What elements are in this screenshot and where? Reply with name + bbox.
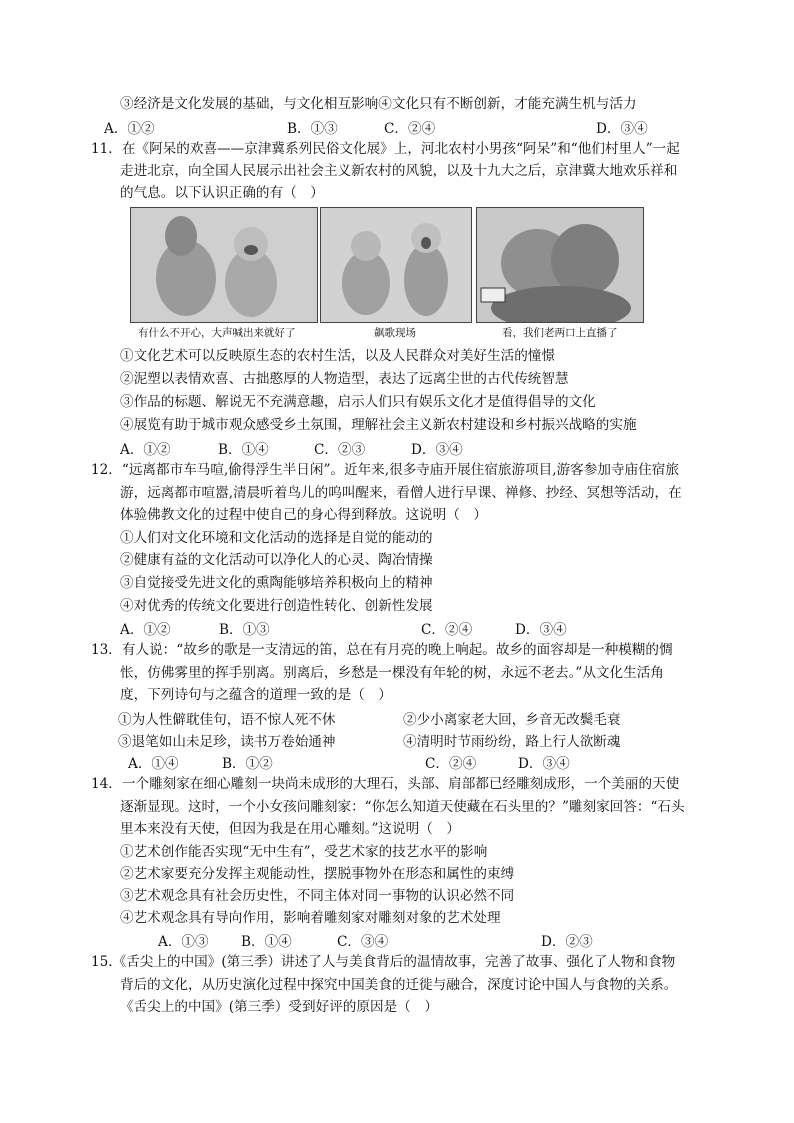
q13-item-1: ①为人性僻耽佳句，语不惊人死不休 [118, 712, 336, 728]
q13-item-3: ③退笔如山未足珍，读书万卷始通神 [118, 734, 336, 750]
q12-option-c: C．②④ [421, 622, 473, 638]
q11-option-c: C．②③ [314, 442, 366, 458]
q13-option-b: B．①② [222, 756, 273, 772]
q11-item-2: ②泥塑以表情欢喜、古拙憨厚的人物造型，表达了远离尘世的古代传统智慧 [120, 371, 569, 387]
q13-stem-3: 度，下列诗句与之蕴含的道理一致的是（ ） [120, 687, 392, 703]
q14-item-4: ④艺术观念具有导向作用，影响着雕刻家对雕刻对象的艺术处理 [120, 910, 501, 926]
q10-item-line: ③经济是文化发展的基础，与文化相互影响④文化只有不断创新，才能充满生机与活力 [120, 96, 637, 112]
q10-option-d: D．③④ [596, 121, 648, 137]
q15-stem-3: 《舌尖上的中国》(第三季）受到好评的原因是（ ） [120, 999, 438, 1015]
q12-item-1: ①人们对文化环境和文化活动的选择是自觉的能动的 [120, 530, 433, 546]
q11-photo-strip [130, 207, 642, 343]
q14-option-b: B．①④ [241, 934, 292, 950]
q11-item-1: ①文化艺术可以反映原生态的农村生活，以及人民群众对美好生活的憧憬 [120, 348, 555, 364]
q12-stem-2: 游，远离都市喧嚣,清晨听着鸟儿的呜叫醒来，看僧人进行早课、禅修、抄经、冥想等活动，在 [120, 485, 682, 501]
q13-option-a: A．①④ [128, 756, 179, 772]
photo-clay-figures-shouting [130, 207, 318, 323]
q10-option-c: C．②④ [384, 121, 436, 137]
q11-item-3: ③作品的标题、解说无不充满意趣，启示人们只有娱乐文化才是值得倡导的文化 [120, 394, 596, 410]
q14-option-c: C．③④ [337, 934, 389, 950]
q12-stem-3: 体验佛教文化的过程中使自己的身心得到释放。这说明（ ） [120, 507, 488, 523]
q10-option-b: B．①③ [287, 121, 338, 137]
q12-item-2: ②健康有益的文化活动可以净化人的心灵、陶冶情操 [120, 552, 433, 568]
photo-clay-old-couple [476, 207, 644, 323]
q14-item-2: ②艺术家要充分发挥主观能动性，摆脱事物外在形态和属性的束缚 [120, 866, 515, 882]
caption-2: 飙歌现场 [374, 327, 416, 339]
q11-stem-3: 的气息。以下认识正确的有（ ） [120, 185, 324, 201]
q14-stem-1: 14．一个雕刻家在细心雕刻一块尚未成形的大理石，头部、肩部都已经雕刻成形，一个美丽的天使 [91, 776, 680, 792]
q12-option-b: B．①③ [219, 622, 270, 638]
q11-option-b: B．①④ [218, 442, 269, 458]
q13-item-4: ④清明时节雨纷纷，路上行人欲断魂 [403, 734, 621, 750]
q14-item-3: ③艺术观念具有社会历史性，不同主体对同一事物的认识必然不同 [120, 888, 515, 904]
q10-option-a: A．①② [104, 121, 155, 137]
q15-stem-1: 15.《舌尖上的中国》(第三季）讲述了人与美食背后的温情故事，完善了故事、强化了人物和食物 [91, 954, 676, 970]
q13-item-2: ②少小离家老大回，乡音无改鬓毛衰 [403, 712, 621, 728]
q12-option-d: D．③④ [515, 622, 567, 638]
caption-3: 看，我们老两口上直播了 [502, 327, 618, 339]
photo-clay-figures-singing [320, 207, 472, 323]
q11-option-d: D．③④ [411, 442, 463, 458]
q14-stem-3: 里本来没有天使，但因为我是在用心雕刻。”这说明（ ） [120, 821, 460, 837]
q14-item-1: ①艺术创作能否实现“无中生有”，受艺术家的技艺水平的影响 [120, 844, 488, 860]
q11-stem-1: 11．在《阿呆的欢喜——京津冀系列民俗文化展》上，河北农村小男孩“阿呆”和“他们村里人”一起 [91, 141, 680, 157]
q13-option-d: D．③④ [518, 756, 570, 772]
q14-option-d: D．②③ [541, 934, 593, 950]
q12-option-a: A．①② [120, 622, 171, 638]
caption-1: 有什么不开心，大声喊出来就好了 [138, 327, 296, 339]
q11-option-a: A．①② [120, 442, 171, 458]
q12-item-4: ④对优秀的传统文化要进行创造性转化、创新性发展 [120, 598, 433, 614]
q12-stem-1: 12．“远离都市车马喧,偷得浮生半日闲”。近年来,很多寺庙开展住宿旅游项目,游客参加寺庙住宿旅 [91, 462, 679, 478]
q13-stem-1: 13．有人说：“故乡的歌是一支清远的笛，总在有月亮的晚上响起。故乡的面容却是一种模糊的惆 [91, 642, 673, 658]
q13-option-c: C．②④ [425, 756, 477, 772]
q14-stem-2: 逐渐显现。这时，一个小女孩问雕刻家：“你怎么知道天使藏在石头里的？”雕刻家回答：“石头 [120, 799, 685, 815]
q13-stem-2: 怅，仿佛雾里的挥手别离。别离后，乡愁是一棵没有年轮的树，永远不老去。”从文化生活角 [120, 665, 664, 681]
q11-stem-2: 走进北京，向全国人民展示出社会主义新农村的风貌，以及十九大之后，京津冀大地欢乐祥和 [120, 163, 678, 179]
q12-item-3: ③自觉接受先进文化的熏陶能够培养积极向上的精神 [120, 575, 433, 591]
q14-option-a: A．①③ [158, 934, 209, 950]
q11-item-4: ④展览有助于城市观众感受乡土氛围，理解社会主义新农村建设和乡村振兴战略的实施 [120, 417, 637, 433]
q15-stem-2: 背后的文化，从历史演化过程中探究中国美食的迁徙与融合，深度讨论中国人与食物的关系。 [120, 977, 678, 993]
